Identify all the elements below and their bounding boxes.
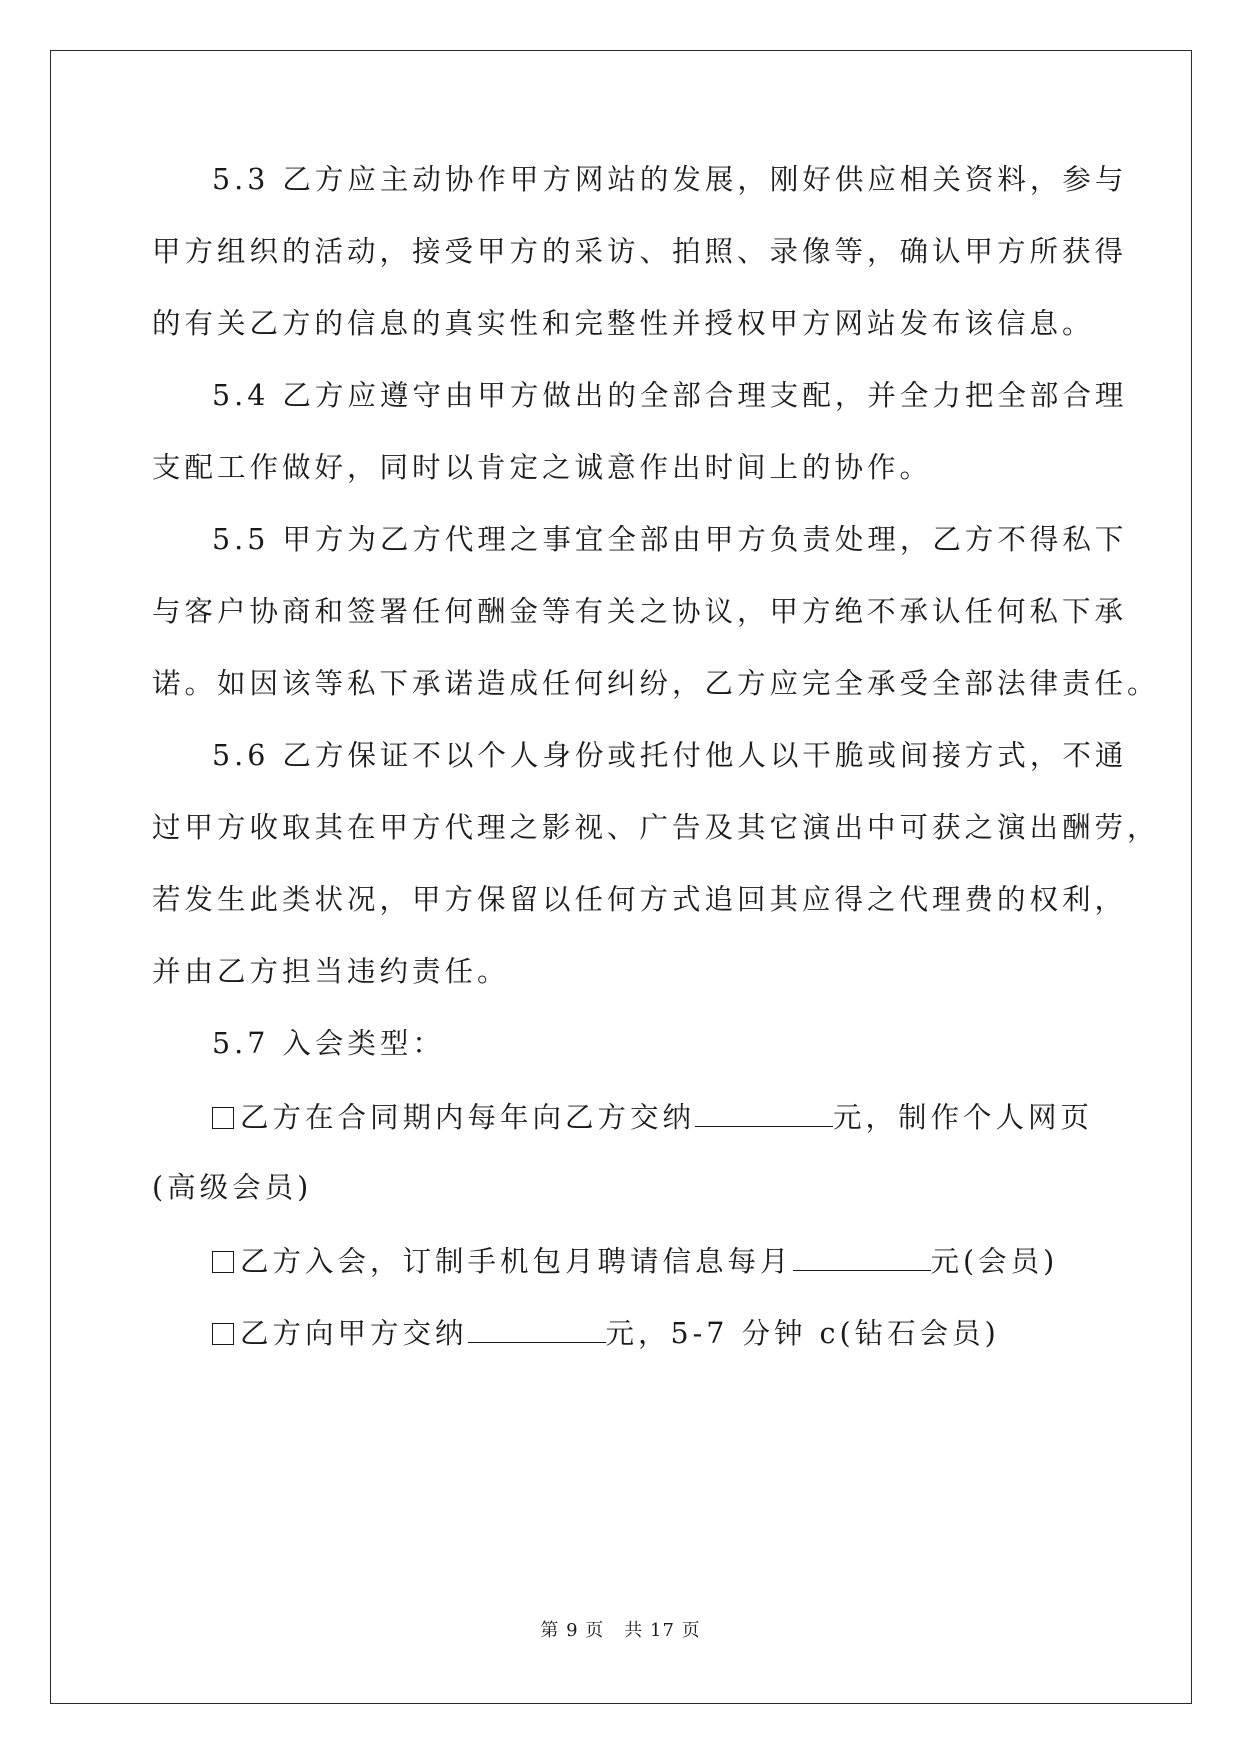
option-senior-continuation: (高级会员): [152, 1171, 313, 1204]
fill-in-blank: [695, 1096, 833, 1127]
paragraph-5-5-line-1: 5.5 甲方为乙方代理之事宜全部由甲方负责处理，乙方不得私下: [212, 523, 1128, 556]
paragraph-5-6-line-2: 过甲方收取其在甲方代理之影视、广告及其它演出中可获之演出酬劳，: [152, 811, 1160, 844]
membership-option-diamond: [212, 1312, 1000, 1352]
paragraph-5-3-line-2: 甲方组织的活动，接受甲方的采访、拍照、录像等，确认甲方所获得: [152, 235, 1128, 268]
paragraph-5-6-line-3: 若发生此类状况，甲方保留以任何方式追回其应得之代理费的权利，: [152, 883, 1128, 916]
checkbox-icon: [212, 1107, 234, 1129]
paragraph-5-4-line-1: 5.4 乙方应遵守由甲方做出的全部合理支配，并全力把全部合理: [212, 379, 1128, 412]
option-senior-text-after: 元，制作个人网页: [833, 1101, 1094, 1134]
membership-option-senior: [212, 1096, 1093, 1136]
page-total: 共 17 页: [624, 1620, 701, 1641]
membership-option-member: [212, 1240, 1058, 1280]
paragraph-5-5-line-3: 诺。如因该等私下承诺造成任何纠纷，乙方应完全承受全部法律责任。: [152, 667, 1160, 700]
option-senior-text-before: 乙方在合同期内每年向乙方交纳: [240, 1101, 696, 1134]
option-member-text-before: 乙方入会，订制手机包月聘请信息每月: [240, 1245, 793, 1278]
fill-in-blank: [793, 1240, 931, 1271]
paragraph-5-6-line-4: 并由乙方担当违约责任。: [152, 955, 510, 988]
page-number: 第 9 页: [540, 1620, 605, 1641]
page-footer: [0, 1616, 1241, 1642]
checkbox-icon: [212, 1323, 234, 1345]
paragraph-5-6-line-1: 5.6 乙方保证不以个人身份或托付他人以干脆或间接方式，不通: [212, 739, 1128, 772]
option-diamond-text-after: 元，5-7 分钟 c(钻石会员): [605, 1317, 1000, 1350]
checkbox-icon: [212, 1251, 234, 1273]
paragraph-5-4-line-2: 支配工作做好，同时以肯定之诚意作出时间上的协作。: [152, 451, 933, 484]
paragraph-5-5-line-2: 与客户协商和签署任何酬金等有关之协议，甲方绝不承认任何私下承: [152, 595, 1128, 628]
paragraph-5-3-line-3: 的有关乙方的信息的真实性和完整性并授权甲方网站发布该信息。: [152, 307, 1095, 340]
fill-in-blank: [468, 1312, 606, 1343]
option-diamond-text-before: 乙方向甲方交纳: [240, 1317, 468, 1350]
paragraph-5-3-line-1: 5.3 乙方应主动协作甲方网站的发展，刚好供应相关资料，参与: [212, 163, 1128, 196]
option-member-text-after: 元(会员): [930, 1245, 1059, 1278]
paragraph-5-7-heading: 5.7 入会类型：: [212, 1027, 445, 1060]
page-border: [50, 50, 1192, 1704]
